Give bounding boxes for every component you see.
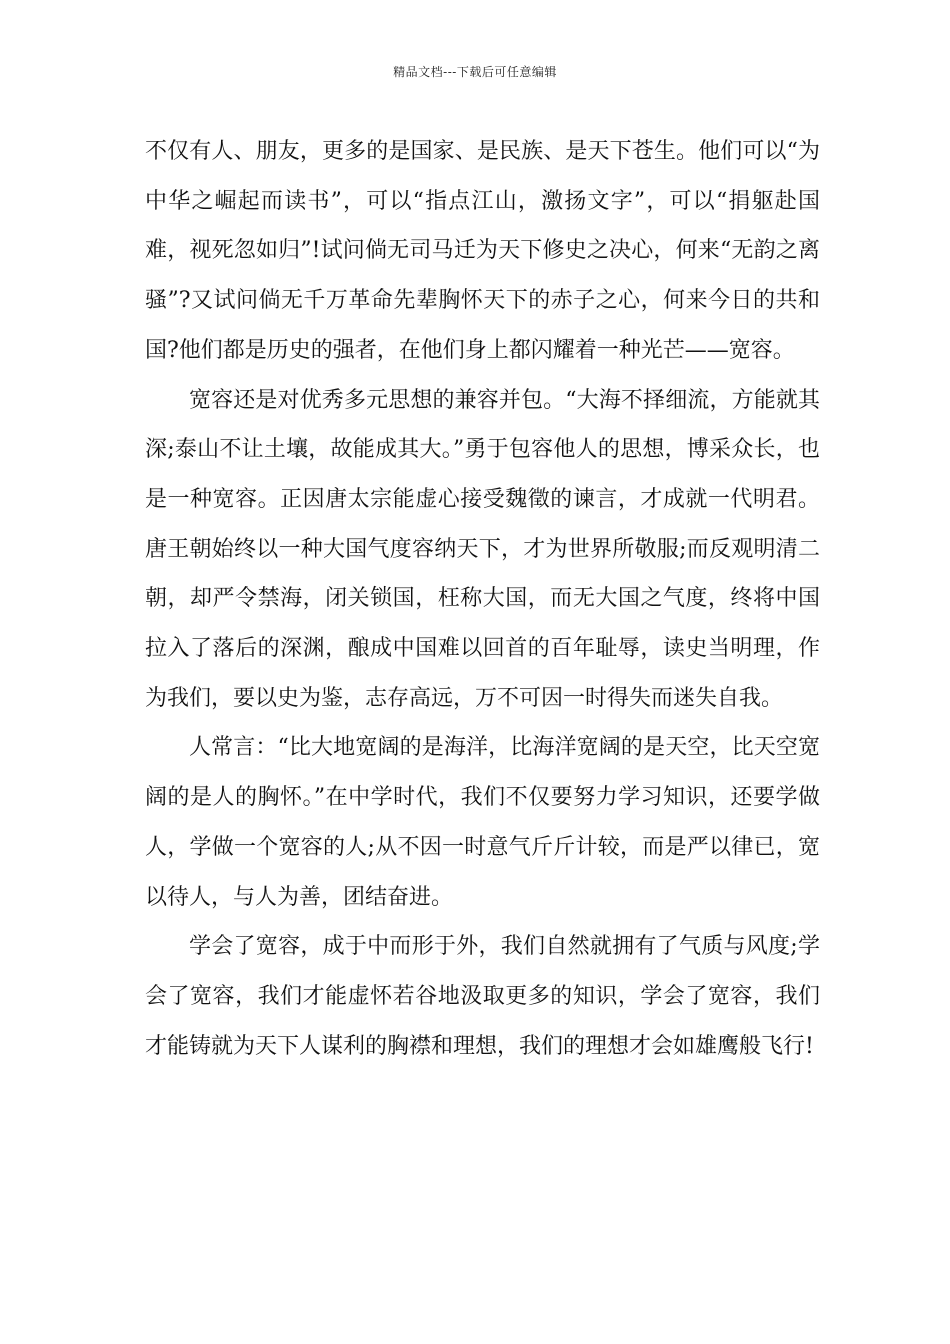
paragraph-conclusion: 学会了宽容，成于中而形于外，我们自然就拥有了气质与风度;学会了宽容，我们才能虚怀若谷地汲取更多的知识，学会了宽容，我们才能铸就为天下人谋利的胸襟和理想，我们的理想才会如雄鹰般飞行! — [145, 934, 820, 1059]
page-header: 精品文档---下载后可任意编辑 — [393, 65, 557, 79]
document-body — [145, 127, 820, 1071]
paragraph-broad-mind: 人常言：“比大地宽阔的是海洋，比海洋宽阔的是天空，比天空宽阔的是人的胸怀。”在中学时代，我们不仅要努力学习知识，还要学做人，学做一个宽容的人;从不因一时意气斤斤计较，而是严以律已，宽以待人，与人为善，团结奋进。 — [145, 735, 820, 910]
paragraph-continuation: 不仅有人、朋友，更多的是国家、是民族、是天下苍生。他们可以“为中华之崛起而读书”，可以“指点江山，激扬文字”，可以“捐躯赴国难，视死忽如归”!试问倘无司马迁为天下修史之决心，何来“无韵之离骚”?又试问倘无千万革命先辈胸怀天下的赤子之心，何来今日的共和国?他们都是历史的强者，在他们身上都闪耀着一种光芒——宽容。 — [145, 139, 820, 363]
paragraph-tolerance-of-ideas: 宽容还是对优秀多元思想的兼容并包。“大海不择细流，方能就其深;泰山不让土壤，故能成其大。”勇于包容他人的思想，博采众长，也是一种宽容。正因唐太宗能虚心接受魏徵的谏言，才成就一代明君。唐王朝始终以一种大国气度容纳天下，才为世界所敬服;而反观明清二朝，却严令禁海，闭关锁国，枉称大国，而无大国之气度，终将中国拉入了落后的深渊，酿成中国难以回首的百年耻辱，读史当明理，作为我们，要以史为鉴，志存高远，万不可因一时得失而迷失自我。 — [145, 387, 820, 711]
